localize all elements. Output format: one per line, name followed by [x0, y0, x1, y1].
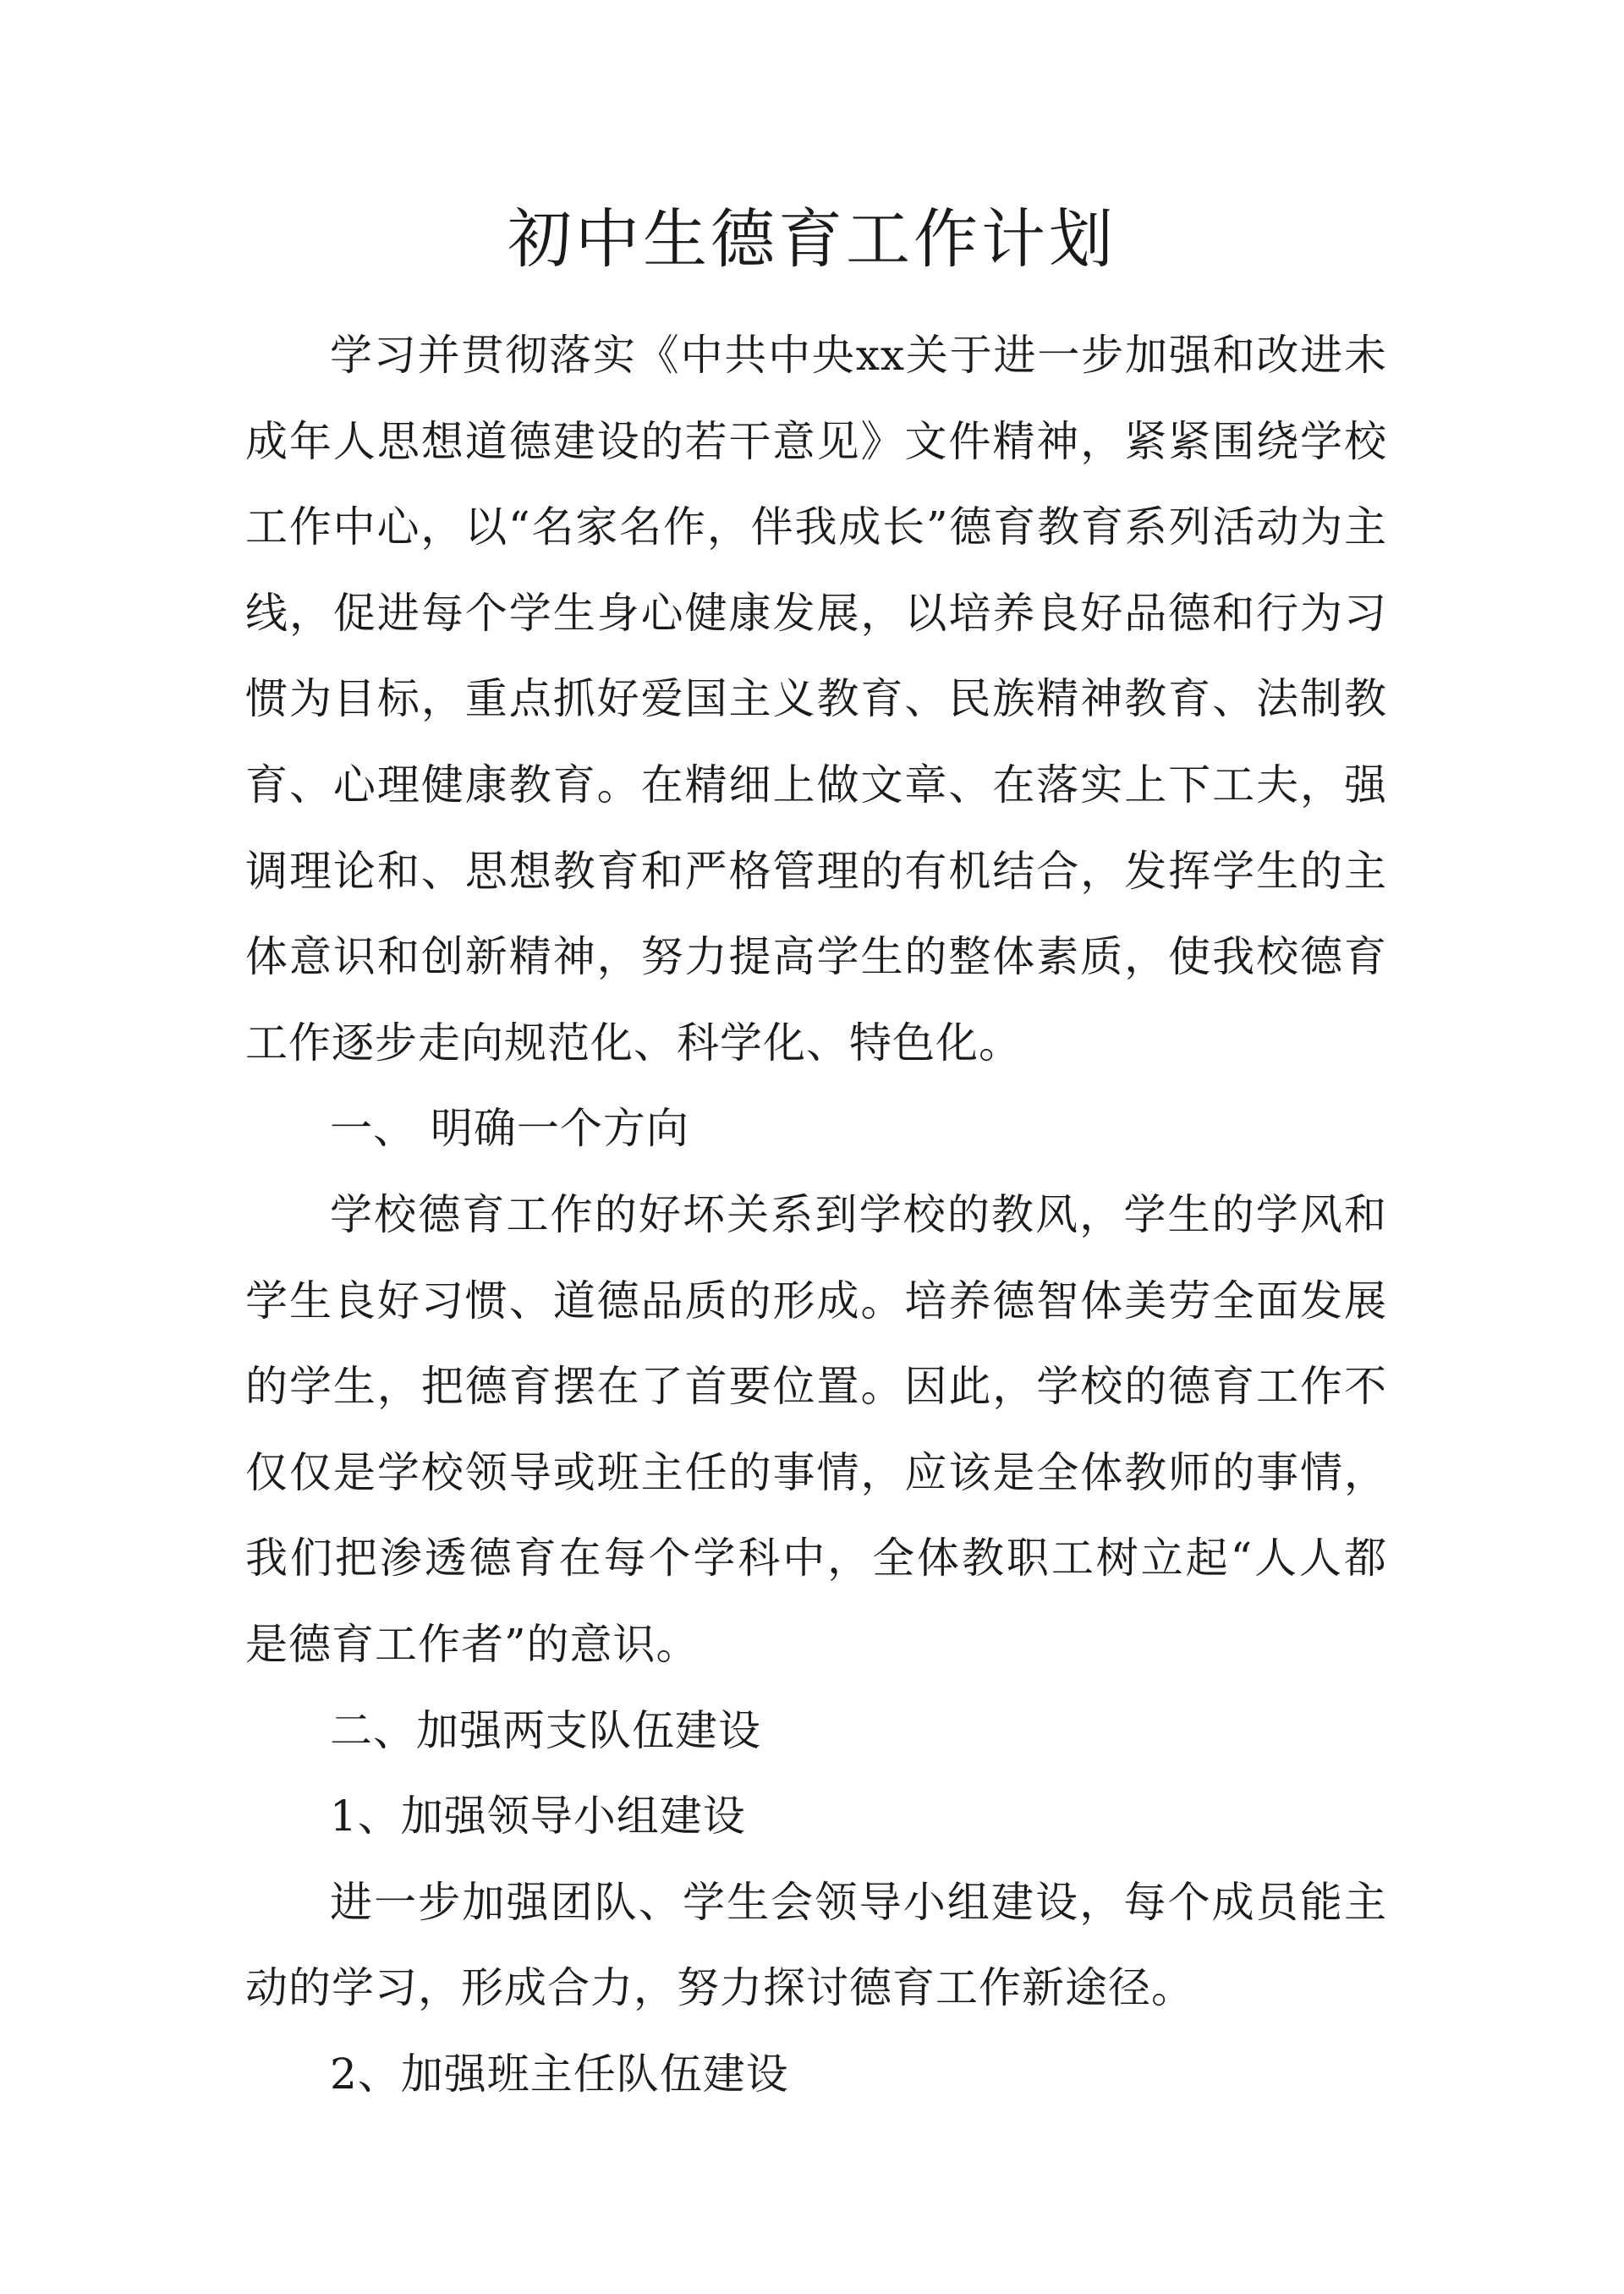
- section-heading-2: 二、加强两支队伍建设: [330, 1705, 761, 1755]
- subsection-heading-2-1: 1、加强领导小组建设: [330, 1792, 746, 1841]
- section-heading-1: 一、 明确一个方向: [330, 1104, 689, 1154]
- section-1-paragraph: 学校德育工作的好坏关系到学校的教风，学生的学风和学生良好习惯、道德品质的形成。培养德智体美劳全面发展的学生，把德育摆在了首要位置。因此，学校的德育工作不仅仅是学校领导或班主任的事情，应该是全体教师的事情，我们把渗透德育在每个学科中，全体教职工树立起“人人都是德育工作者”的意识。: [245, 1189, 1387, 1669]
- intro-paragraph: 学习并贯彻落实《中共中央xx关于进一步加强和改进未成年人思想道德建设的若干意见》文件精神，紧紧围绕学校工作中心，以“名家名作，伴我成长”德育教育系列活动为主线，促进每个学生身心健康发展，以培养良好品德和行为习惯为目标，重点抓好爱国主义教育、民族精神教育、法制教育、心理健康教育。在精细上做文章、在落实上下工夫，强调理论和、思想教育和严格管理的有机结合，发挥学生的主体意识和创新精神，努力提高学生的整体素质，使我校德育工作逐步走向规范化、科学化、特色化。: [245, 331, 1387, 1067]
- document-body: [245, 313, 1387, 2117]
- document-title: 初中生德育工作计划: [508, 201, 1116, 277]
- subsection-heading-2-2: 2、加强班主任队伍建设: [330, 2049, 789, 2099]
- subsection-2-1-paragraph: 进一步加强团队、学生会领导小组建设，每个成员能主动的学习，形成合力，努力探讨德育工作新途径。: [245, 1877, 1387, 2013]
